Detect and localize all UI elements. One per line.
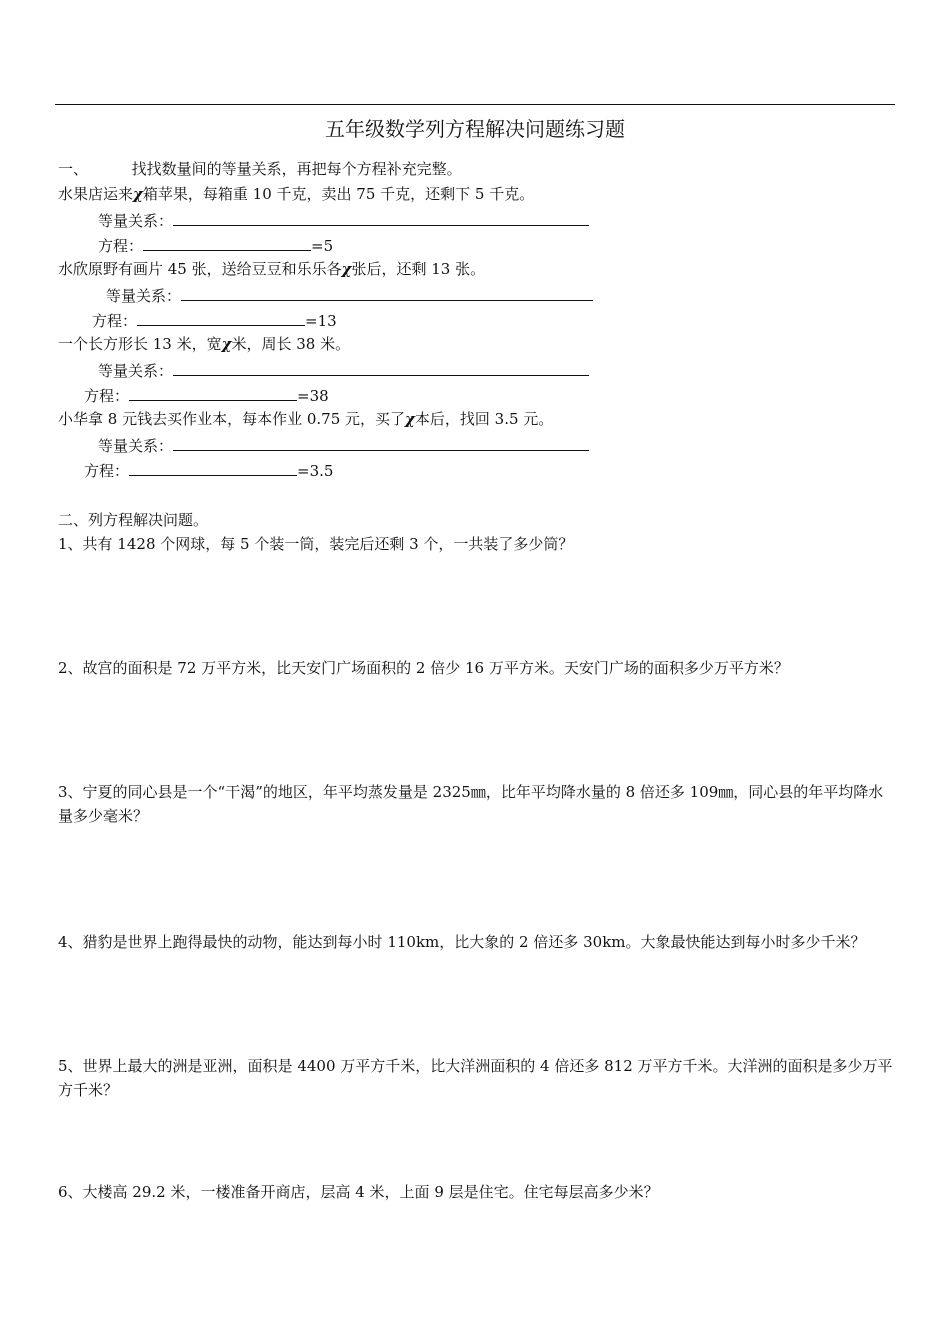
equation-answer-blank[interactable]: [143, 235, 311, 251]
variable-x: χ: [221, 335, 232, 353]
equation-result: =13: [305, 312, 337, 330]
equation-result: =5: [311, 237, 334, 255]
section1-heading-text: 找找数量间的等量关系，再把每个方程补充完整。: [131, 160, 462, 178]
section2-heading: 二、列方程解决问题。: [58, 511, 209, 529]
relation-answer-blank[interactable]: [173, 360, 589, 376]
problem-1-equation: [98, 235, 333, 256]
relation-answer-blank[interactable]: [173, 210, 589, 226]
problem-4-text-pre: 小华拿 8 元钱去买作业本，每本作业 0.75 元，买了: [58, 410, 406, 428]
word-problem-5: 5、世界上最大的洲是亚洲，面积是 4400 万平方千米，比大洋洲面积的 4 倍还多 812 万平方千米。大洋洲的面积是多少万平方千米？: [58, 1057, 893, 1099]
problem-4-text-post: 本后，找回 3.5 元。: [414, 410, 554, 428]
variable-x: χ: [341, 260, 352, 278]
word-problem-6: 6、大楼高 29.2 米，一楼准备开商店，层高 4 米，上面 9 层是住宅。住宅每层高多少米？: [58, 1183, 659, 1201]
problem-1-relation: [98, 210, 589, 231]
variable-x: χ: [405, 410, 415, 428]
problem-3-equation: [84, 385, 329, 406]
problem-1-statement: [58, 184, 534, 204]
word-problem-3: 3、宁夏的同心县是一个“干渴”的地区，年平均蒸发量是 2325㎜，比年平均降水量的 8 倍还多 109㎜，同心县的年平均降水量多少毫米？: [58, 783, 884, 825]
problem-2-text-pre: 水欣原野有画片 45 张，送给豆豆和乐乐各: [58, 260, 342, 278]
problem-2-statement: [58, 259, 485, 279]
relation-answer-blank[interactable]: [173, 435, 589, 451]
equation-label: 方程：: [98, 237, 144, 255]
relation-label: 等量关系：: [98, 362, 174, 380]
problem-4-equation: [84, 460, 333, 481]
equation-answer-blank[interactable]: [129, 385, 297, 401]
header-rule: [55, 104, 895, 105]
section1-number: 一、: [58, 160, 89, 178]
equation-label: 方程：: [92, 312, 138, 330]
problem-3-text-post: 米，周长 38 米。: [231, 335, 351, 353]
problem-2-equation: [92, 310, 337, 331]
page-title: 五年级数学列方程解决问题练习题: [325, 117, 625, 141]
problem-4-relation: [98, 435, 589, 456]
problem-4-statement: [58, 409, 553, 429]
word-problem-2: 2、故宫的面积是 72 万平方米，比天安门广场面积的 2 倍少 16 万平方米。天安门广场的面积多少万平方米？: [58, 659, 789, 677]
equation-answer-blank[interactable]: [129, 460, 297, 476]
equation-result: =3.5: [297, 462, 334, 480]
relation-label: 等量关系：: [98, 212, 174, 230]
word-problem-4: 4、猎豹是世界上跑得最快的动物，能达到每小时 110km，比大象的 2 倍还多 30km。大象最快能达到每小时多少千米？: [58, 933, 866, 951]
problem-3-statement: [58, 334, 350, 354]
problem-3-relation: [98, 360, 589, 381]
equation-label: 方程：: [84, 462, 130, 480]
equation-label: 方程：: [84, 387, 130, 405]
problem-1-text-post: 箱苹果，每箱重 10 千克，卖出 75 千克，还剩下 5 千克。: [142, 185, 535, 203]
problem-2-text-post: 张后，还剩 13 张。: [351, 260, 486, 278]
problem-1-text-pre: 水果店运来: [58, 185, 134, 203]
problem-3-text-pre: 一个长方形长 13 米，宽: [58, 335, 222, 353]
problem-2-relation: [106, 285, 593, 306]
relation-answer-blank[interactable]: [181, 285, 593, 301]
relation-label: 等量关系：: [98, 437, 174, 455]
word-problem-1: 1、共有 1428 个网球，每 5 个装一筒，装完后还剩 3 个，一共装了多少筒？: [58, 535, 574, 553]
variable-x: χ: [133, 185, 143, 203]
section1-heading: [58, 159, 462, 179]
relation-label: 等量关系：: [106, 287, 182, 305]
equation-result: =38: [297, 387, 329, 405]
equation-answer-blank[interactable]: [137, 310, 305, 326]
